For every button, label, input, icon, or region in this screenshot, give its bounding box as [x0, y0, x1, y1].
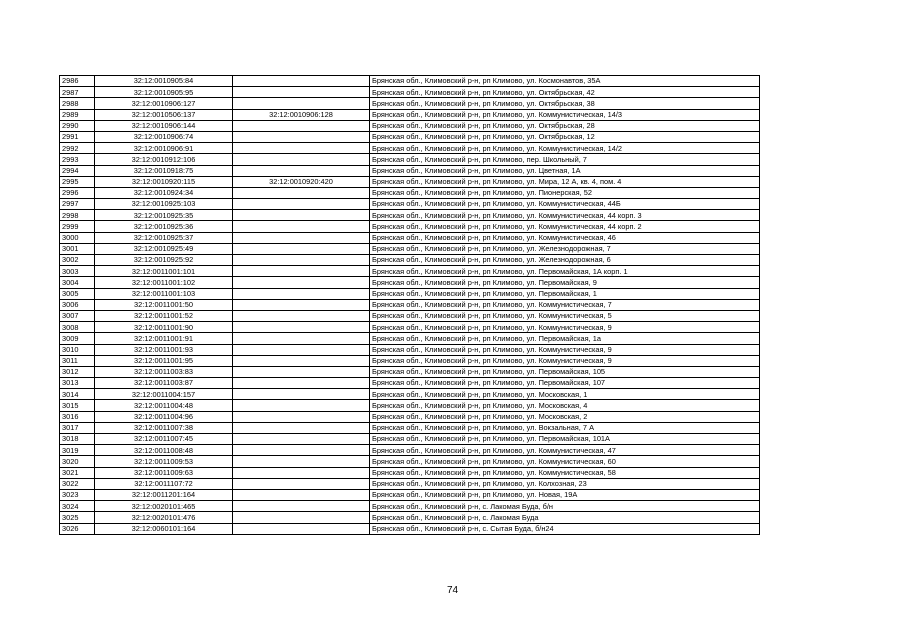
address-cell: Брянская обл., Климовский р-н, рп Климово, ул. Новая, 19А [370, 489, 760, 500]
previous-cadastral-number-cell [233, 422, 370, 433]
row-number-cell: 2995 [60, 176, 95, 187]
table-row [60, 176, 760, 187]
row-number-cell: 3005 [60, 288, 95, 299]
row-number-cell: 3024 [60, 501, 95, 512]
address-cell: Брянская обл., Климовский р-н, рп Климово, ул. Железнодорожная, 6 [370, 255, 760, 266]
cadastral-number-cell: 32:12:0011003:83 [95, 366, 233, 377]
table-row [60, 478, 760, 489]
table-row [60, 109, 760, 120]
previous-cadastral-number-cell [233, 87, 370, 98]
row-number-cell: 2989 [60, 109, 95, 120]
address-cell: Брянская обл., Климовский р-н, рп Климово, ул. Коммунистическая, 58 [370, 467, 760, 478]
table-row [60, 131, 760, 142]
table-row [60, 232, 760, 243]
table-row [60, 400, 760, 411]
address-cell: Брянская обл., Климовский р-н, рп Климово, ул. Цветная, 1А [370, 165, 760, 176]
previous-cadastral-number-cell [233, 478, 370, 489]
row-number-cell: 3008 [60, 322, 95, 333]
row-number-cell: 3004 [60, 277, 95, 288]
previous-cadastral-number-cell [233, 266, 370, 277]
row-number-cell: 3001 [60, 243, 95, 254]
previous-cadastral-number-cell [233, 467, 370, 478]
cadastral-number-cell: 32:12:0011001:90 [95, 322, 233, 333]
table-row [60, 344, 760, 355]
table-row [60, 87, 760, 98]
cadastral-number-cell: 32:12:0010905:84 [95, 76, 233, 87]
cadastral-number-cell: 32:12:0010906:91 [95, 143, 233, 154]
previous-cadastral-number-cell [233, 512, 370, 523]
cadastral-number-cell: 32:12:0010506:137 [95, 109, 233, 120]
row-number-cell: 3021 [60, 467, 95, 478]
table-row [60, 199, 760, 210]
cadastral-number-cell: 32:12:0011001:103 [95, 288, 233, 299]
address-cell: Брянская обл., Климовский р-н, рп Климово, ул. Мира, 12 А, кв. 4, пом. 4 [370, 176, 760, 187]
cadastral-number-cell: 32:12:0011007:38 [95, 422, 233, 433]
cadastral-number-cell: 32:12:0010925:103 [95, 199, 233, 210]
row-number-cell: 3006 [60, 299, 95, 310]
row-number-cell: 3009 [60, 333, 95, 344]
row-number-cell: 3017 [60, 422, 95, 433]
table-row [60, 221, 760, 232]
row-number-cell: 2990 [60, 120, 95, 131]
address-cell: Брянская обл., Климовский р-н, рп Климово, ул. Первомайская, 107 [370, 378, 760, 389]
previous-cadastral-number-cell [233, 378, 370, 389]
address-cell: Брянская обл., Климовский р-н, рп Климово, ул. Первомайская, 101А [370, 434, 760, 445]
row-number-cell: 3002 [60, 255, 95, 266]
previous-cadastral-number-cell [233, 120, 370, 131]
address-cell: Брянская обл., Климовский р-н, рп Климово, ул. Коммунистическая, 9 [370, 322, 760, 333]
address-cell: Брянская обл., Климовский р-н, рп Климово, ул. Октябрьская, 38 [370, 98, 760, 109]
row-number-cell: 3016 [60, 411, 95, 422]
previous-cadastral-number-cell [233, 366, 370, 377]
cadastral-number-cell: 32:12:0010925:37 [95, 232, 233, 243]
cadastral-number-cell: 32:12:0010912:106 [95, 154, 233, 165]
cadastral-number-cell: 32:12:0011001:102 [95, 277, 233, 288]
row-number-cell: 3014 [60, 389, 95, 400]
previous-cadastral-number-cell [233, 277, 370, 288]
cadastral-number-cell: 32:12:0011001:52 [95, 310, 233, 321]
page-number: 74 [446, 585, 459, 596]
cadastral-number-cell: 32:12:0010905:95 [95, 87, 233, 98]
address-cell: Брянская обл., Климовский р-н, рп Климово, ул. Московская, 2 [370, 411, 760, 422]
address-cell: Брянская обл., Климовский р-н, рп Климово, ул. Октябрьская, 42 [370, 87, 760, 98]
cadastral-number-cell: 32:12:0011009:53 [95, 456, 233, 467]
table-row [60, 523, 760, 534]
registry-table-body [60, 76, 760, 535]
table-row [60, 98, 760, 109]
row-number-cell: 3018 [60, 434, 95, 445]
previous-cadastral-number-cell [233, 187, 370, 198]
cadastral-number-cell: 32:12:0011001:91 [95, 333, 233, 344]
table-row [60, 512, 760, 523]
cadastral-number-cell: 32:12:0010920:115 [95, 176, 233, 187]
address-cell: Брянская обл., Климовский р-н, рп Климово, ул. Первомайская, 9 [370, 277, 760, 288]
previous-cadastral-number-cell [233, 154, 370, 165]
address-cell: Брянская обл., Климовский р-н, с. Сытая Буда, б/н24 [370, 523, 760, 534]
table-row [60, 76, 760, 87]
row-number-cell: 3011 [60, 355, 95, 366]
previous-cadastral-number-cell [233, 98, 370, 109]
previous-cadastral-number-cell [233, 76, 370, 87]
row-number-cell: 2997 [60, 199, 95, 210]
address-cell: Брянская обл., Климовский р-н, рп Климово, ул. Коммунистическая, 5 [370, 310, 760, 321]
previous-cadastral-number-cell [233, 501, 370, 512]
row-number-cell: 2993 [60, 154, 95, 165]
table-row [60, 210, 760, 221]
cadastral-number-cell: 32:12:0011001:50 [95, 299, 233, 310]
previous-cadastral-number-cell [233, 288, 370, 299]
row-number-cell: 3026 [60, 523, 95, 534]
address-cell: Брянская обл., Климовский р-н, рп Климово, ул. Первомайская, 1а [370, 333, 760, 344]
cadastral-number-cell: 32:12:0010925:35 [95, 210, 233, 221]
row-number-cell: 3010 [60, 344, 95, 355]
cadastral-number-cell: 32:12:0020101:465 [95, 501, 233, 512]
table-row [60, 243, 760, 254]
previous-cadastral-number-cell [233, 165, 370, 176]
cadastral-number-cell: 32:12:0011003:87 [95, 378, 233, 389]
address-cell: Брянская обл., Климовский р-н, рп Климово, ул. Вокзальная, 7 А [370, 422, 760, 433]
previous-cadastral-number-cell: 32:12:0010906:128 [233, 109, 370, 120]
previous-cadastral-number-cell [233, 434, 370, 445]
table-row [60, 489, 760, 500]
previous-cadastral-number-cell [233, 355, 370, 366]
address-cell: Брянская обл., Климовский р-н, рп Климово, ул. Пионерская, 52 [370, 187, 760, 198]
address-cell: Брянская обл., Климовский р-н, рп Климово, ул. Октябрьская, 28 [370, 120, 760, 131]
cadastral-number-cell: 32:12:0060101:164 [95, 523, 233, 534]
previous-cadastral-number-cell [233, 299, 370, 310]
address-cell: Брянская обл., Климовский р-н, рп Климово, пер. Школьный, 7 [370, 154, 760, 165]
table-row [60, 143, 760, 154]
address-cell: Брянская обл., Климовский р-н, с. Лакомая Буда, б/н [370, 501, 760, 512]
row-number-cell: 2999 [60, 221, 95, 232]
cadastral-number-cell: 32:12:0011004:48 [95, 400, 233, 411]
table-row [60, 310, 760, 321]
row-number-cell: 2992 [60, 143, 95, 154]
table-row [60, 378, 760, 389]
cadastral-number-cell: 32:12:0010925:92 [95, 255, 233, 266]
table-row [60, 389, 760, 400]
previous-cadastral-number-cell [233, 210, 370, 221]
row-number-cell: 3013 [60, 378, 95, 389]
cadastral-number-cell: 32:12:0011004:157 [95, 389, 233, 400]
address-cell: Брянская обл., Климовский р-н, рп Климово, ул. Коммунистическая, 9 [370, 344, 760, 355]
property-registry-table [59, 75, 760, 535]
table-row [60, 165, 760, 176]
table-row [60, 422, 760, 433]
previous-cadastral-number-cell [233, 389, 370, 400]
address-cell: Брянская обл., Климовский р-н, рп Климово, ул. Октябрьская, 12 [370, 131, 760, 142]
row-number-cell: 3025 [60, 512, 95, 523]
table-row [60, 355, 760, 366]
row-number-cell: 3022 [60, 478, 95, 489]
previous-cadastral-number-cell [233, 400, 370, 411]
row-number-cell: 3000 [60, 232, 95, 243]
previous-cadastral-number-cell [233, 445, 370, 456]
table-row [60, 456, 760, 467]
previous-cadastral-number-cell: 32:12:0010920:420 [233, 176, 370, 187]
address-cell: Брянская обл., Климовский р-н, рп Климово, ул. Коммунистическая, 14/2 [370, 143, 760, 154]
table-row [60, 467, 760, 478]
cadastral-number-cell: 32:12:0011007:45 [95, 434, 233, 445]
previous-cadastral-number-cell [233, 322, 370, 333]
previous-cadastral-number-cell [233, 221, 370, 232]
address-cell: Брянская обл., Климовский р-н, рп Климово, ул. Космонавтов, 35А [370, 76, 760, 87]
cadastral-number-cell: 32:12:0010918:75 [95, 165, 233, 176]
address-cell: Брянская обл., Климовский р-н, рп Климово, ул. Коммунистическая, 46 [370, 232, 760, 243]
address-cell: Брянская обл., Климовский р-н, рп Климово, ул. Колхозная, 23 [370, 478, 760, 489]
table-row [60, 445, 760, 456]
row-number-cell: 2991 [60, 131, 95, 142]
address-cell: Брянская обл., Климовский р-н, рп Климово, ул. Коммунистическая, 44 корп. 2 [370, 221, 760, 232]
address-cell: Брянская обл., Климовский р-н, рп Климово, ул. Первомайская, 1А корп. 1 [370, 266, 760, 277]
table-row [60, 154, 760, 165]
table-row [60, 187, 760, 198]
cadastral-number-cell: 32:12:0011001:95 [95, 355, 233, 366]
previous-cadastral-number-cell [233, 310, 370, 321]
cadastral-number-cell: 32:12:0011201:164 [95, 489, 233, 500]
table-row [60, 120, 760, 131]
cadastral-number-cell: 32:12:0010906:127 [95, 98, 233, 109]
table-row [60, 366, 760, 377]
previous-cadastral-number-cell [233, 131, 370, 142]
previous-cadastral-number-cell [233, 243, 370, 254]
row-number-cell: 3003 [60, 266, 95, 277]
cadastral-number-cell: 32:12:0011008:48 [95, 445, 233, 456]
row-number-cell: 3023 [60, 489, 95, 500]
address-cell: Брянская обл., Климовский р-н, рп Климово, ул. Коммунистическая, 9 [370, 355, 760, 366]
address-cell: Брянская обл., Климовский р-н, рп Климово, ул. Первомайская, 1 [370, 288, 760, 299]
cadastral-number-cell: 32:12:0011001:101 [95, 266, 233, 277]
row-number-cell: 2988 [60, 98, 95, 109]
table-row [60, 322, 760, 333]
address-cell: Брянская обл., Климовский р-н, рп Климово, ул. Железнодорожная, 7 [370, 243, 760, 254]
row-number-cell: 3015 [60, 400, 95, 411]
table-row [60, 501, 760, 512]
address-cell: Брянская обл., Климовский р-н, рп Климово, ул. Коммунистическая, 7 [370, 299, 760, 310]
row-number-cell: 3012 [60, 366, 95, 377]
cadastral-number-cell: 32:12:0010906:144 [95, 120, 233, 131]
cadastral-number-cell: 32:12:0011009:63 [95, 467, 233, 478]
previous-cadastral-number-cell [233, 411, 370, 422]
table-row [60, 299, 760, 310]
address-cell: Брянская обл., Климовский р-н, с. Лакомая Буда [370, 512, 760, 523]
cadastral-number-cell: 32:12:0011004:96 [95, 411, 233, 422]
table-row [60, 255, 760, 266]
table-row [60, 288, 760, 299]
cadastral-number-cell: 32:12:0020101:476 [95, 512, 233, 523]
table-row [60, 277, 760, 288]
row-number-cell: 3020 [60, 456, 95, 467]
previous-cadastral-number-cell [233, 456, 370, 467]
previous-cadastral-number-cell [233, 344, 370, 355]
previous-cadastral-number-cell [233, 143, 370, 154]
previous-cadastral-number-cell [233, 523, 370, 534]
address-cell: Брянская обл., Климовский р-н, рп Климово, ул. Коммунистическая, 60 [370, 456, 760, 467]
previous-cadastral-number-cell [233, 199, 370, 210]
table-row [60, 266, 760, 277]
cadastral-number-cell: 32:12:0010925:36 [95, 221, 233, 232]
previous-cadastral-number-cell [233, 255, 370, 266]
address-cell: Брянская обл., Климовский р-н, рп Климово, ул. Коммунистическая, 14/3 [370, 109, 760, 120]
table-row [60, 333, 760, 344]
address-cell: Брянская обл., Климовский р-н, рп Климово, ул. Коммунистическая, 44Б [370, 199, 760, 210]
row-number-cell: 3019 [60, 445, 95, 456]
row-number-cell: 2986 [60, 76, 95, 87]
cadastral-number-cell: 32:12:0010925:49 [95, 243, 233, 254]
previous-cadastral-number-cell [233, 489, 370, 500]
address-cell: Брянская обл., Климовский р-н, рп Климово, ул. Коммунистическая, 44 корп. 3 [370, 210, 760, 221]
table-row [60, 411, 760, 422]
address-cell: Брянская обл., Климовский р-н, рп Климово, ул. Московская, 1 [370, 389, 760, 400]
row-number-cell: 2987 [60, 87, 95, 98]
cadastral-number-cell: 32:12:0011001:93 [95, 344, 233, 355]
address-cell: Брянская обл., Климовский р-н, рп Климово, ул. Коммунистическая, 47 [370, 445, 760, 456]
cadastral-number-cell: 32:12:0010906:74 [95, 131, 233, 142]
address-cell: Брянская обл., Климовский р-н, рп Климово, ул. Первомайская, 105 [370, 366, 760, 377]
previous-cadastral-number-cell [233, 333, 370, 344]
table-row [60, 434, 760, 445]
address-cell: Брянская обл., Климовский р-н, рп Климово, ул. Московская, 4 [370, 400, 760, 411]
cadastral-number-cell: 32:12:0010924:34 [95, 187, 233, 198]
row-number-cell: 2994 [60, 165, 95, 176]
row-number-cell: 2996 [60, 187, 95, 198]
previous-cadastral-number-cell [233, 232, 370, 243]
row-number-cell: 2998 [60, 210, 95, 221]
cadastral-number-cell: 32:12:0011107:72 [95, 478, 233, 489]
row-number-cell: 3007 [60, 310, 95, 321]
